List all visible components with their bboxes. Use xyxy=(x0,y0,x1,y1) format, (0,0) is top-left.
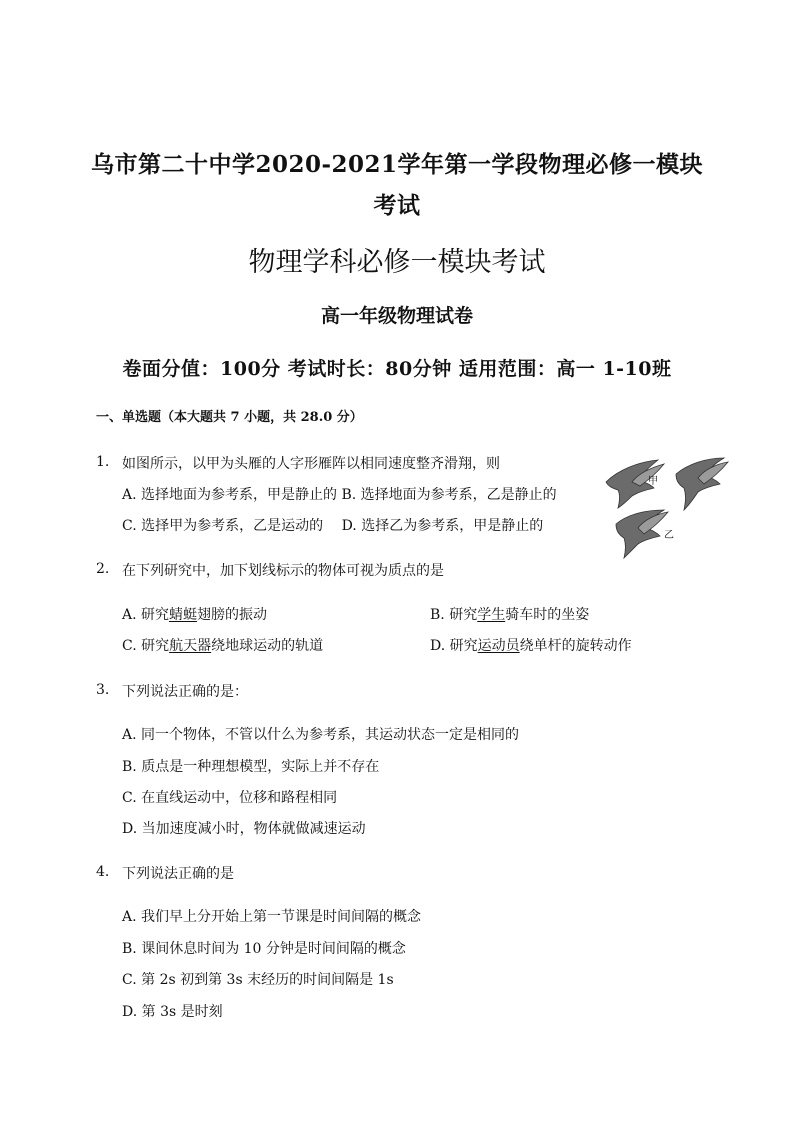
question-3-number: 3. xyxy=(96,682,110,698)
question-2-stem: 在下列研究中，加下划线标示的物体可视为质点的是 xyxy=(122,563,444,579)
question-4-option-d: D. 第 3s 是时刻 xyxy=(122,1004,223,1020)
question-4-option-b: B. 课间休息时间为 10 分钟是时间间隔的概念 xyxy=(122,941,406,957)
question-3-option-a: A. 同一个物体，不管以什么为参考系，其运动状态一定是相同的 xyxy=(122,727,520,743)
question-1-options-ab: A. 选择地面为参考系，甲是静止的 B. 选择地面为参考系，乙是静止的 xyxy=(122,487,557,503)
question-3-stem: 下列说法正确的是： xyxy=(122,684,248,700)
underlined-object: 学生 xyxy=(477,607,506,623)
goose-yi-shape xyxy=(616,510,668,558)
question-1-number: 1. xyxy=(96,454,110,470)
question-2-number: 2. xyxy=(96,561,110,577)
question-2-option-d: D. 研究运动员绕单杆的旋转动作 xyxy=(430,638,632,654)
geese-figure xyxy=(598,452,732,562)
question-3-option-c: C. 在直线运动中，位移和路程相同 xyxy=(122,790,338,806)
underlined-object: 航天器 xyxy=(169,638,212,654)
section-heading: 一、单选题（本大题共 7 小题，共 28.0 分） xyxy=(96,410,363,425)
question-2-option-b: B. 研究学生骑车时的坐姿 xyxy=(430,607,590,623)
question-3-option-b: B. 质点是一种理想模型，实际上并不存在 xyxy=(122,759,380,775)
question-3-option-d: D. 当加速度减小时，物体就做减速运动 xyxy=(122,821,366,837)
question-1-options-cd: C. 选择甲为参考系，乙是运动的 D. 选择乙为参考系，甲是静止的 xyxy=(122,518,544,534)
question-4-number: 4. xyxy=(96,864,110,880)
page-title-continued: 考试 xyxy=(373,192,421,219)
question-4-option-c: C. 第 2s 初到第 3s 末经历的时间间隔是 1s xyxy=(122,972,394,988)
goose-label-jia: 甲 xyxy=(648,476,658,487)
underlined-object: 运动员 xyxy=(477,638,520,654)
question-4-option-a: A. 我们早上分开始上第一节课是时间间隔的概念 xyxy=(122,909,422,925)
goose-label-yi: 乙 xyxy=(664,530,674,541)
page-title: 乌市第二十中学2020-2021学年第一学段物理必修一模块 xyxy=(90,151,704,178)
question-2-option-a: A. 研究蜻蜓翅膀的振动 xyxy=(122,607,268,623)
underlined-object: 蜻蜓 xyxy=(169,607,198,623)
question-4-stem: 下列说法正确的是 xyxy=(122,866,234,882)
exam-subtitle: 物理学科必修一模块考试 xyxy=(248,247,546,278)
goose-right-shape xyxy=(676,458,728,510)
question-1-stem: 如图所示，以甲为头雁的人字形雁阵以相同速度整齐滑翔，则 xyxy=(122,456,500,472)
exam-info: 卷面分值：100分 考试时长：80分钟 适用范围：高一 1-10班 xyxy=(122,358,672,380)
grade-title: 高一年级物理试卷 xyxy=(320,305,473,327)
question-2-option-c: C. 研究航天器绕地球运动的轨道 xyxy=(122,638,324,654)
